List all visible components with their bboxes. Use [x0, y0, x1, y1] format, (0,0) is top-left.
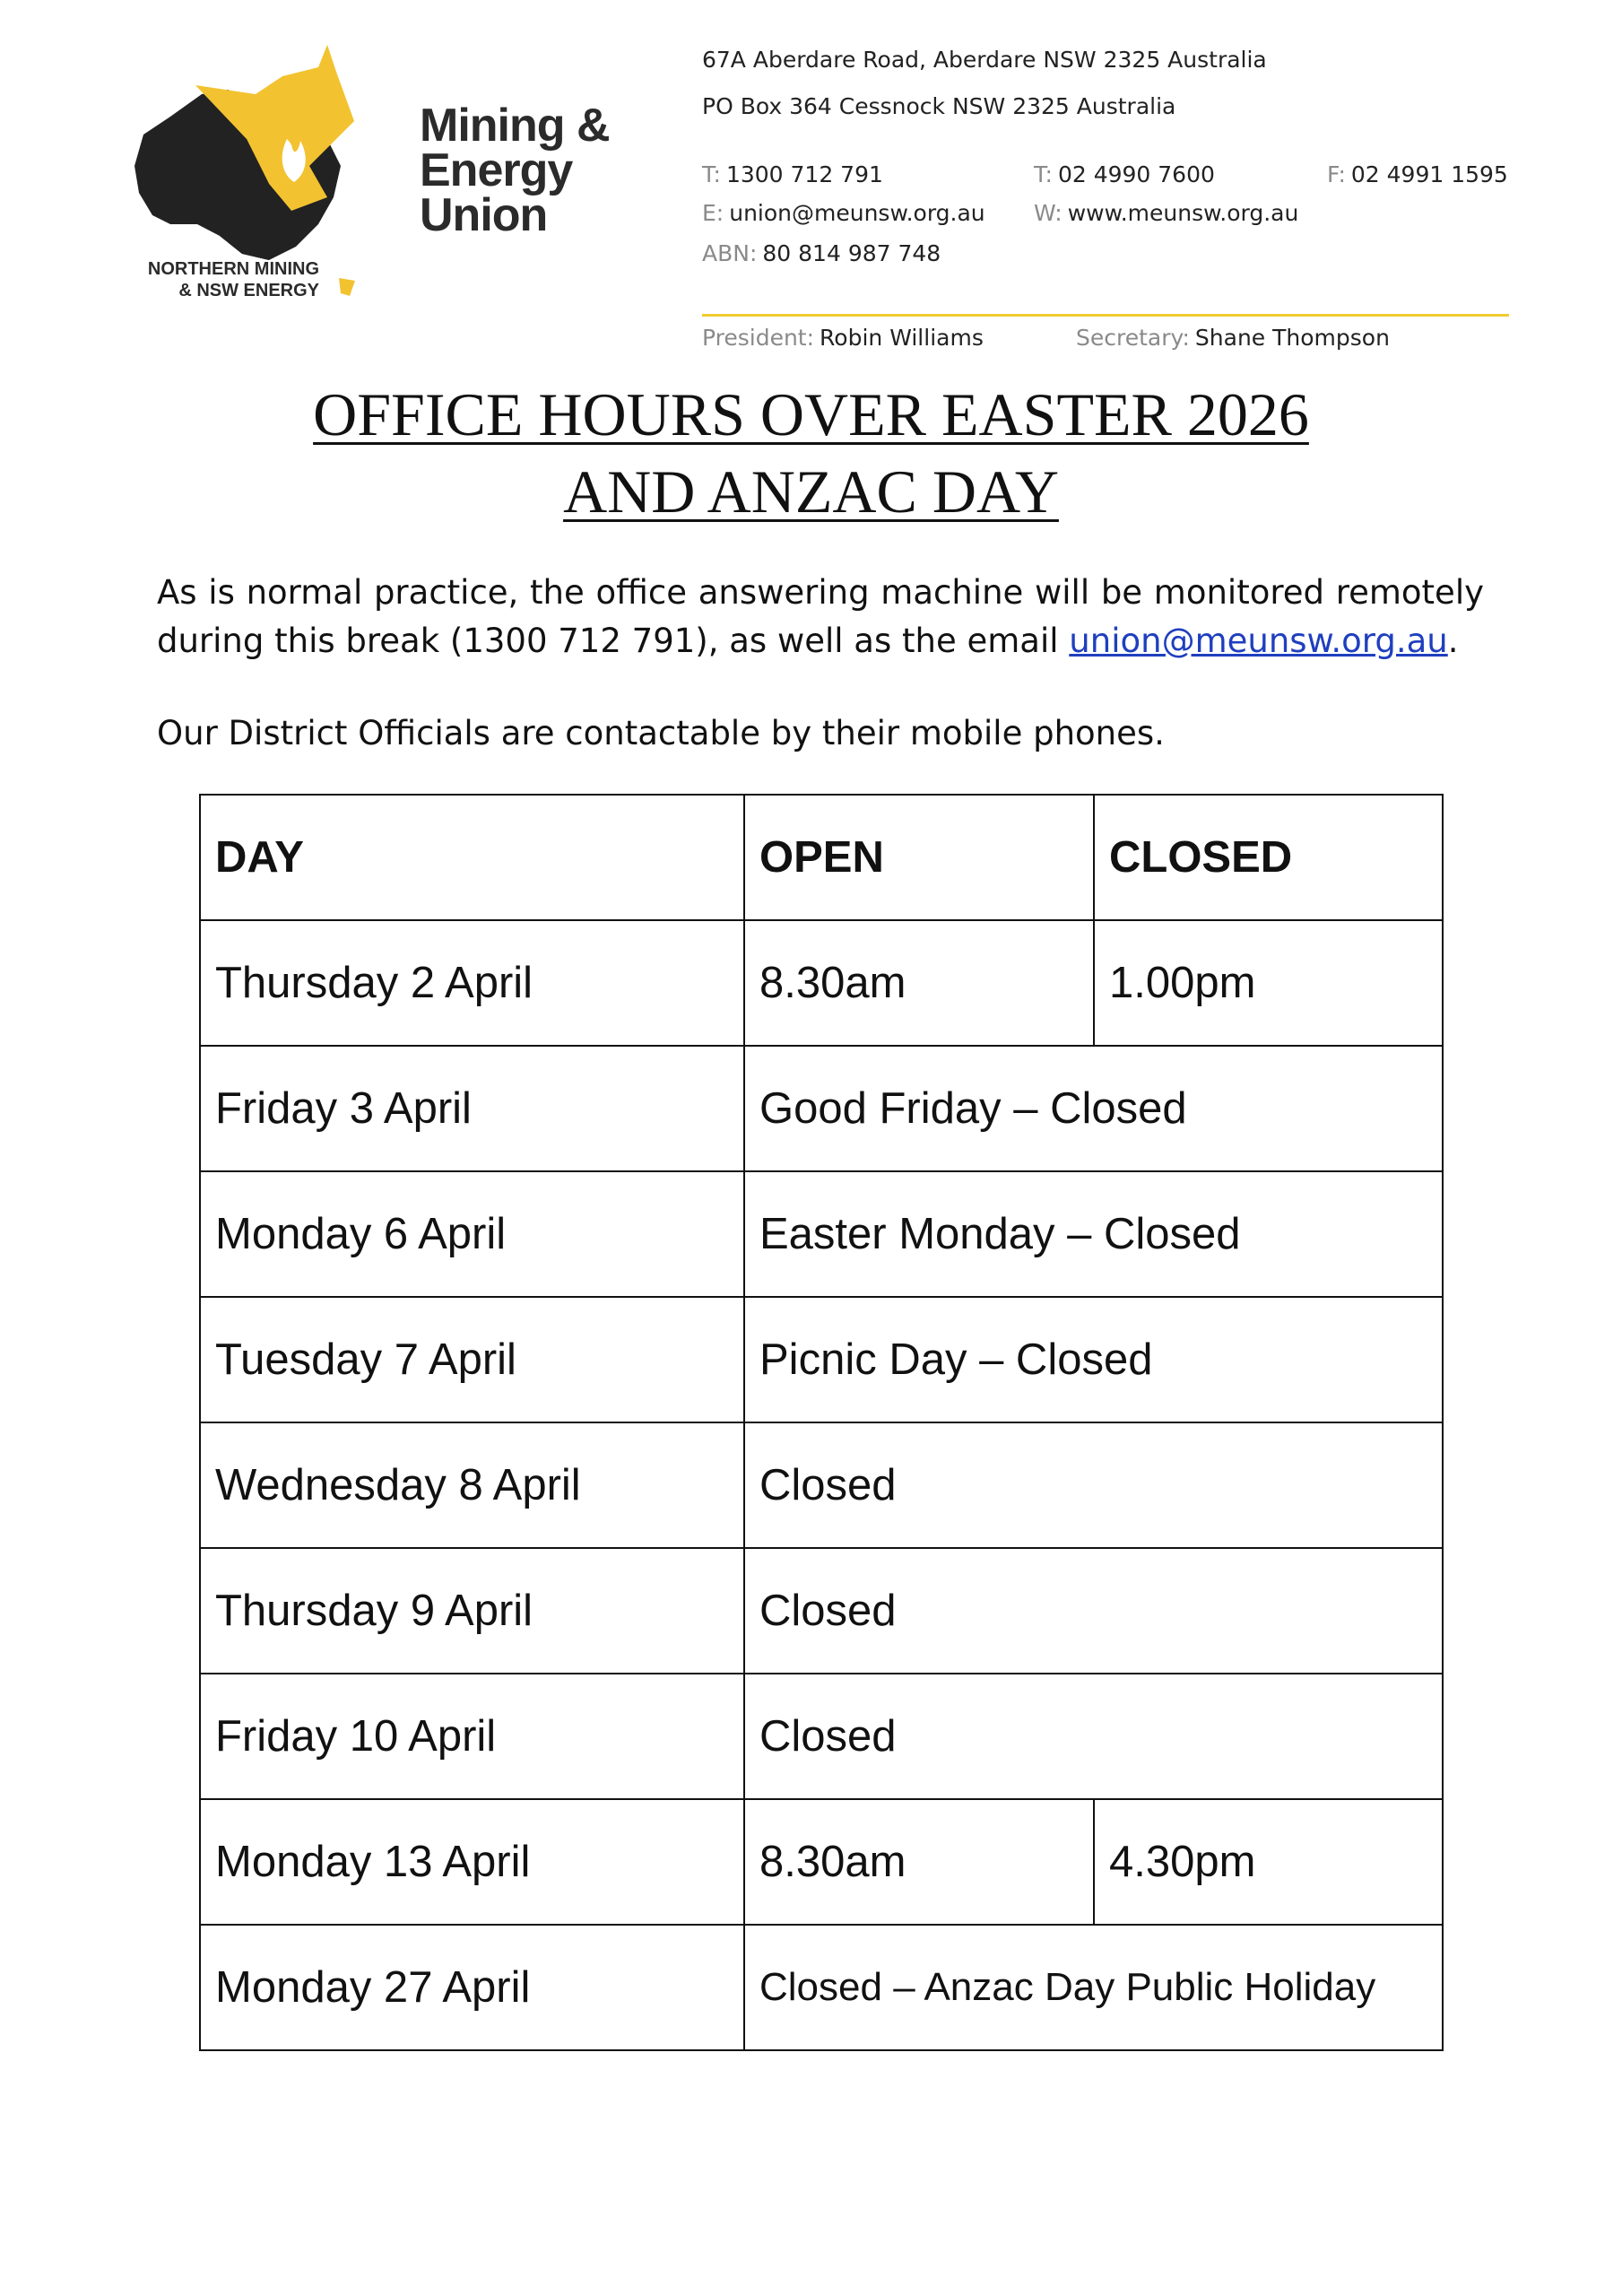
row-day: Monday 13 April [200, 1799, 744, 1925]
logo-wordmark-line: Energy [420, 144, 573, 196]
table-row [200, 1799, 1443, 1925]
header-divider [702, 314, 1509, 317]
row-close-time: 1.00pm [1094, 920, 1443, 1046]
row-note: Closed [744, 1422, 1443, 1548]
row-note: Good Friday – Closed [744, 1046, 1443, 1171]
row-day: Thursday 9 April [200, 1548, 744, 1674]
office-hours-table [199, 794, 1444, 2051]
postal-address: PO Box 364 Cessnock NSW 2325 Australia [702, 93, 1176, 119]
row-day: Friday 3 April [200, 1046, 744, 1171]
fax-contact [1327, 161, 1508, 187]
row-day: Monday 27 April [200, 1925, 744, 2050]
contact-label: ABN: [702, 240, 758, 266]
page-title-line-1: OFFICE HOURS OVER EASTER 2026 [313, 380, 1309, 448]
row-close-time: 4.30pm [1094, 1799, 1443, 1925]
logo-wordmark [420, 100, 610, 241]
logo-wordmark-line: Union [420, 189, 548, 241]
email-address[interactable]: union@meunsw.org.au [729, 200, 985, 226]
row-open-time: 8.30am [744, 1799, 1094, 1925]
row-open-time: 8.30am [744, 920, 1094, 1046]
fax-number: 02 4991 1595 [1350, 161, 1508, 187]
president-name: Robin Williams [820, 325, 984, 351]
table-row [200, 1046, 1443, 1171]
abn-contact [702, 240, 941, 266]
contact-label: T: [1034, 161, 1053, 187]
table-header-row [200, 795, 1443, 920]
secretary-label: Secretary: [1076, 325, 1190, 351]
union-logo [134, 40, 619, 309]
abn-number: 80 814 987 748 [762, 240, 941, 266]
logo-wordmark-line: Mining & [420, 100, 610, 152]
logo-subtitle [140, 258, 319, 301]
contact-label: E: [702, 200, 724, 226]
contact-label: T: [702, 161, 721, 187]
row-day: Friday 10 April [200, 1674, 744, 1799]
row-day: Tuesday 7 April [200, 1297, 744, 1422]
header-closed: CLOSED [1094, 795, 1443, 920]
table-row [200, 1171, 1443, 1297]
intro-paragraph [157, 569, 1484, 665]
contact-label: W: [1034, 200, 1063, 226]
secretary-name: Shane Thompson [1194, 325, 1390, 351]
table-row [200, 920, 1443, 1046]
intro-end: . [1447, 622, 1459, 660]
secretary-line [1076, 325, 1390, 351]
president-line [702, 325, 984, 351]
email-link[interactable]: union@meunsw.org.au [1069, 622, 1448, 660]
intro-text: As is normal practice, the office answering machine will be monitored remotely during this break (1300 712 791), as well as the email [157, 573, 1484, 660]
table-row [200, 1297, 1443, 1422]
row-note: Closed [744, 1674, 1443, 1799]
row-day: Thursday 2 April [200, 920, 744, 1046]
phone-number[interactable]: 02 4990 7600 [1057, 161, 1215, 187]
contact-label: F: [1327, 161, 1346, 187]
row-note: Closed [744, 1548, 1443, 1674]
page-title-line-2: AND ANZAC DAY [563, 457, 1059, 526]
table-row [200, 1548, 1443, 1674]
logo-subtitle-line: NORTHERN MINING [147, 259, 319, 279]
president-label: President: [702, 325, 815, 351]
logo-subtitle-line: & NSW ENERGY [178, 281, 319, 300]
phone-contact-2 [1034, 161, 1215, 187]
row-day: Wednesday 8 April [200, 1422, 744, 1548]
officials-paragraph: Our District Officials are contactable by their mobile phones. [157, 714, 1165, 752]
website-address[interactable]: www.meunsw.org.au [1067, 200, 1299, 226]
street-address: 67A Aberdare Road, Aberdare NSW 2325 Australia [702, 47, 1267, 73]
row-day: Monday 6 April [200, 1171, 744, 1297]
row-note: Easter Monday – Closed [744, 1171, 1443, 1297]
row-note: Closed – Anzac Day Public Holiday [744, 1925, 1443, 2050]
email-contact [702, 200, 985, 226]
header-open: OPEN [744, 795, 1094, 920]
phone-number[interactable]: 1300 712 791 [725, 161, 883, 187]
row-note: Picnic Day – Closed [744, 1297, 1443, 1422]
phone-contact [702, 161, 883, 187]
table-row [200, 1422, 1443, 1548]
table-row [200, 1674, 1443, 1799]
web-contact [1034, 200, 1298, 226]
header-day: DAY [200, 795, 744, 920]
table-row [200, 1925, 1443, 2050]
